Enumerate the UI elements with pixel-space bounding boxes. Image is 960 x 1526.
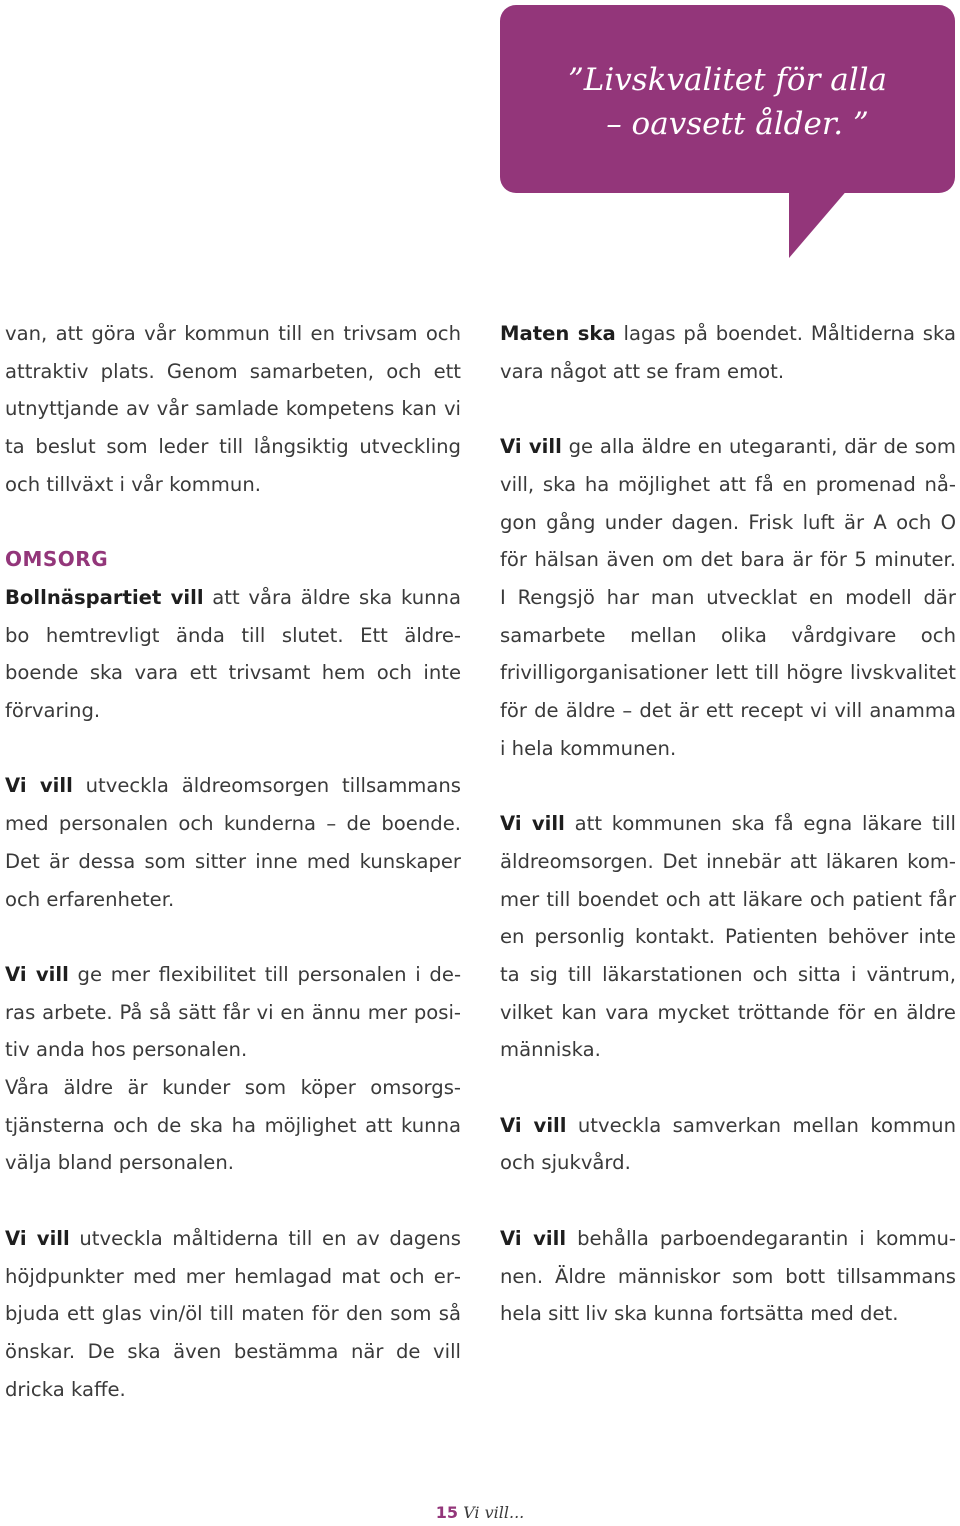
paragraph-flexibilitet (5, 956, 461, 1069)
bold-lead: Vi vill (500, 1113, 567, 1137)
footer-title: Vi vill... (463, 1503, 525, 1522)
paragraph-text: att kommunen ska få egna läkare till äldreomsorgen. Det innebär att läkaren kommer till boendet och att läkare och patient får en personlig kontakt. Patienten behöver inte ta sig till läkarstationen och sitta i väntrum, vilket kan vara mycket tröttande för en äldre människa. (500, 812, 956, 1062)
paragraph-samverkan (500, 1107, 956, 1182)
intro-paragraph: van, att göra vår kommun till en trivsam och attraktiv plats. Genom samarbeten, och ett utnyttjande av vår samlade kompetens kan vi ta beslut som leder till långsiktig utveckling och tillväxt i vår kommun. (5, 322, 461, 496)
paragraph-text: utveckla äldreomsorgen tillsammans med personalen och kunderna – de boende. Det är dessa som sitter inne med kunskaper och erfarenheter. (5, 774, 461, 911)
bold-lead: Vi vill (500, 812, 565, 836)
bold-lead: Bollnäspartiet vill (5, 585, 204, 609)
paragraph-maltiderna (5, 1220, 461, 1409)
bold-lead: Vi vill (5, 774, 73, 798)
left-column (5, 315, 461, 1408)
paragraph-maten (500, 315, 956, 390)
paragraph-text: utveckla måltiderna till en av dagens höjdpunkter med mer hemlagad mat och erbjuda ett glas vin/öl till maten för den som så önskar. De ska även bestämma när de vill dricka kaffe. (5, 1226, 461, 1401)
bold-lead: Vi vill (5, 1226, 70, 1250)
bold-lead: Vi vill (500, 1226, 567, 1250)
page-number: 15 (435, 1503, 459, 1522)
right-column (500, 315, 956, 1333)
quote-line-2: – oavsett ålder. ” (606, 106, 869, 142)
bold-lead: Maten ska (500, 322, 616, 345)
paragraph-text: ge mer flexibilitet till personalen i deras arbete. På så sätt får vi en ännu mer positiv anda hos personalen. (5, 962, 462, 1062)
bold-lead: Vi vill (5, 962, 69, 986)
paragraph-lakare (500, 805, 956, 1069)
paragraph-text: lagas på boendet. Måltiderna ska vara något att se fram emot. (500, 322, 956, 383)
paragraph-text: ge alla äldre en utegaranti, där de som vill, ska ha möjlighet att få en promenad någon gång under dagen. Frisk luft är A och O för hälsan även om det bara är för 5 minuter. I Rengsjö har man utvecklat en modell där samarbete mellan olika vårdgivare och frivilligorganisationer lett till högre livskvalitet för de äldre – det är ett recept vi vill anamma i hela kommunen. (500, 435, 956, 760)
paragraph-bollnaspartiet (5, 579, 461, 730)
paragraph-aldreomsorgen (5, 767, 461, 918)
quote-bubble-tail (789, 188, 849, 258)
page-footer (0, 1500, 960, 1526)
paragraph-utegaranti (500, 428, 956, 767)
paragraph-kunder: Våra äldre är kunder som köper omsorgstjänsterna och de ska ha möjlighet att kunna välja bland personalen. (5, 1076, 461, 1175)
quote-line-1: ”Livskvalitet för alla (567, 62, 888, 98)
paragraph-text: utveckla samverkan mellan kommun och sjukvård. (500, 1113, 956, 1175)
paragraph-text: att våra äldre ska kunna bo hemtrevligt ända till slutet. Ett äldreboende ska vara ett trivsamt hem och inte förvaring. (5, 585, 461, 723)
paragraph-parboende (500, 1220, 956, 1333)
paragraph-text: behålla parboendegarantin i kommunen. Äldre människor som bott tillsammans hela sitt liv ska kunna fortsätta med det. (500, 1226, 956, 1326)
section-heading: OMSORG (5, 547, 109, 572)
bold-lead: Vi vill (500, 435, 562, 459)
pull-quote (500, 58, 955, 146)
